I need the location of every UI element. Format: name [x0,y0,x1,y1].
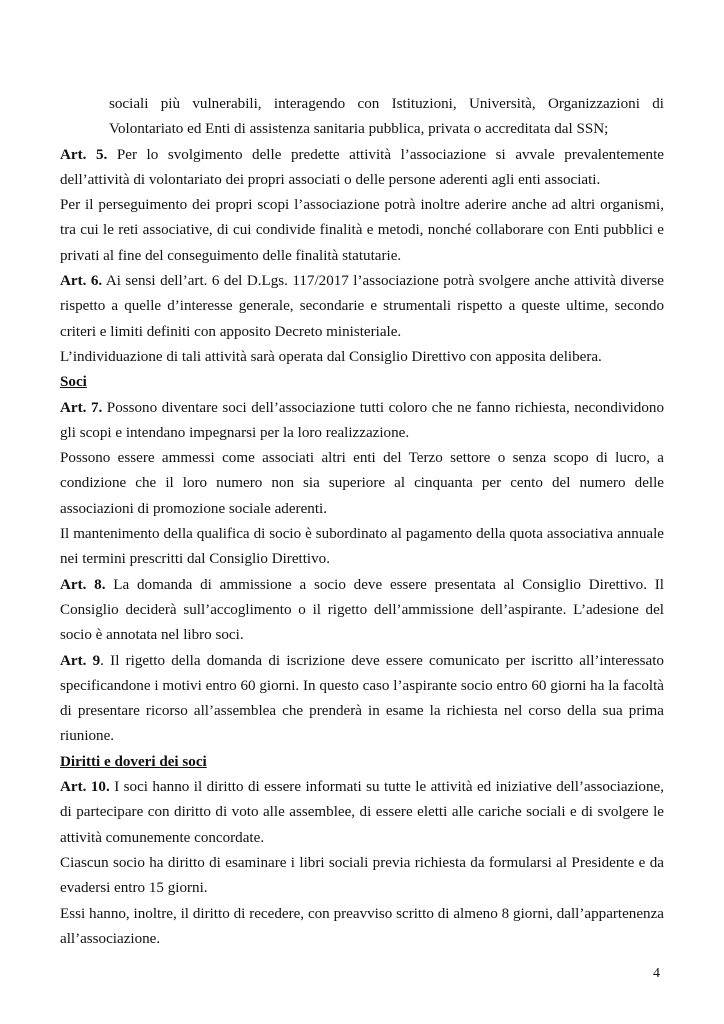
paragraph [60,446,664,522]
paragraph [60,193,664,269]
paragraph-text: Ai sensi dell’art. 6 del D.Lgs. 117/2017 l’associazione potrà svolgere anche attività diverse rispetto a quelle d’interesse generale, secondarie e strumentali rispetto a queste ultime, secondo criteri e limiti definiti con apposito Decreto ministeriale. [60,273,664,340]
article-7 [60,396,664,447]
article-number: Art. 5. [60,146,108,163]
article-number: Art. 9 [60,652,101,669]
paragraph-text: . Il rigetto della domanda di iscrizione deve essere comunicato per iscritto all’interessato specificandone i motivi entro 60 giorni. In questo caso l’aspirante socio entro 60 giorni ha la facoltà di presentare ricorso all’assemblea che prenderà in esame la richiesta nel corso della sua prima riunione. [60,652,664,745]
document-body [60,92,664,952]
paragraph-text: L’individuazione di tali attività sarà operata dal Consiglio Direttivo con apposita delibera. [60,348,602,365]
paragraph [60,851,664,902]
paragraph-text: Essi hanno, inoltre, il diritto di recedere, con preavviso scritto di almeno 8 giorni, dall’appartenenza all’associazione. [60,905,664,947]
paragraph-continuation [60,92,664,143]
paragraph-text: I soci hanno il diritto di essere informati su tutte le attività ed iniziative dell’associazione, di partecipare con diritto di voto alle assemblee, di essere eletti alle cariche sociali e di svolgere le attività comunemente concordate. [60,779,664,846]
section-heading-soci: Soci [60,374,87,391]
article-6 [60,269,664,345]
article-number: Art. 8. [60,576,106,593]
article-number: Art. 7. [60,399,103,416]
paragraph-text: Possono diventare soci dell’associazione tutti coloro che ne fanno richiesta, necondividono gli scopi e intendano impegnarsi per la loro realizzazione. [60,399,664,441]
article-number: Art. 6. [60,273,103,290]
paragraph-text: Possono essere ammessi come associati altri enti del Terzo settore o senza scopo di lucro, a condizione che il loro numero non sia superiore al cinquanta per cento del numero delle associazioni di promozione sociale aderenti. [60,450,664,517]
paragraph [60,902,664,953]
section-heading-diritti-doveri: Diritti e doveri dei soci [60,753,207,770]
page-number: 4 [653,966,660,981]
article-9 [60,649,664,750]
article-5 [60,143,664,194]
paragraph [60,345,664,370]
paragraph-text: Ciascun socio ha diritto di esaminare i libri sociali previa richiesta da formularsi al Presidente e da evadersi entro 15 giorni. [60,854,664,897]
article-number: Art. 10. [60,779,110,796]
paragraph-text: Per lo svolgimento delle predette attività l’associazione si avvale prevalentemente dell’attività di volontariato dei propri associati o delle persone aderenti agli enti associati. [60,146,665,188]
paragraph [60,522,664,573]
article-10 [60,775,664,851]
article-8 [60,573,664,649]
paragraph-text: Per il perseguimento dei propri scopi l’associazione potrà inoltre aderire anche ad altri organismi, tra cui le reti associative, di cui condivide finalità e metodi, nonché collaborare con Enti pubblici e privati al fine del conseguimento delle finalità statutarie. [60,197,664,264]
paragraph-text: sociali più vulnerabili, interagendo con Istituzioni, Università, Organizzazioni di Volontariato ed Enti di assistenza sanitaria pubblica, privata o accreditata dal SSN; [109,96,664,138]
paragraph-text: La domanda di ammissione a socio deve essere presentata al Consiglio Direttivo. Il Consiglio deciderà sull’accoglimento o il rigetto dell’ammissione dell’aspirante. L’adesione del socio è annotata nel libro soci. [60,576,665,644]
paragraph-text: Il mantenimento della qualifica di socio è subordinato al pagamento della quota associativa annuale nei termini prescritti dal Consiglio Direttivo. [60,526,664,568]
